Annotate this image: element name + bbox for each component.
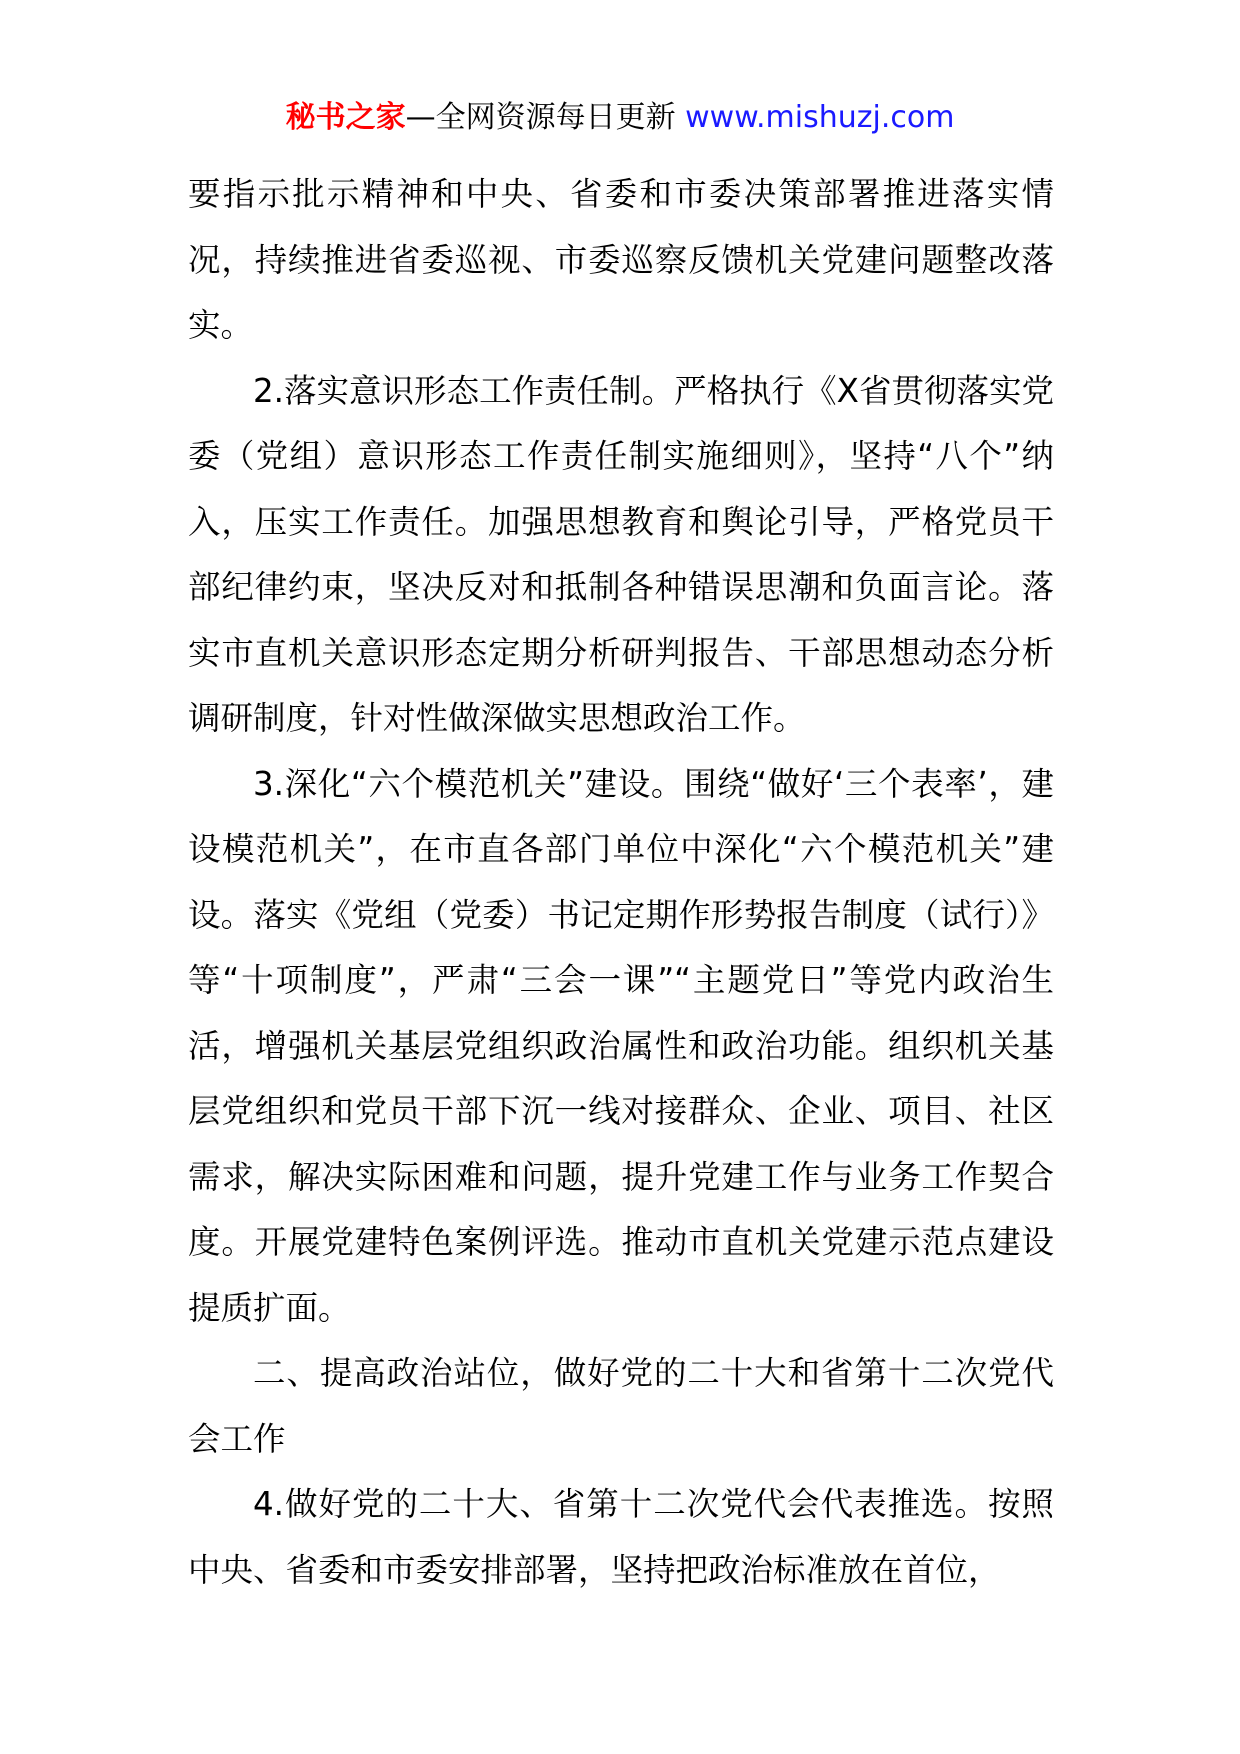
- document-body: [188, 162, 1054, 1603]
- paragraph-item-2: 2.落实意识形态工作责任制。严格执行《X省贯彻落实党委（党组）意识形态工作责任制实施细则》，坚持“八个”纳入，压实工作责任。加强思想教育和舆论引导，严格党员干部纪律约束，坚决反对和抵制各种错误思潮和负面言论。落实市直机关意识形态定期分析研判报告、干部思想动态分析调研制度，针对性做深做实思想政治工作。: [188, 371, 1054, 737]
- site-url-link[interactable]: www.mishuzj.com: [685, 100, 955, 135]
- site-header-banner: [0, 98, 1240, 138]
- paragraph-item-4: 4.做好党的二十大、省第十二次党代会代表推选。按照中央、省委和市委安排部署，坚持把政治标准放在首位，: [188, 1485, 1054, 1589]
- paragraph-continuation: 要指示批示精神和中央、省委和市委决策部署推进落实情况，持续推进省委巡视、市委巡察反馈机关党建问题整改落实。: [188, 175, 1054, 344]
- paragraph-item-3: 3.深化“六个模范机关”建设。围绕“做好‘三个表率’，建设模范机关”，在市直各部门单位中深化“六个模范机关”建设。落实《党组（党委）书记定期作形势报告制度（试行）》等“十项制度”，严肃“三会一课”“主题党日”等党内政治生活，增强机关基层党组织政治属性和政治功能。组织机关基层党组织和党员干部下沉一线对接群众、企业、项目、社区需求，解决实际困难和问题，提升党建工作与业务工作契合度。开展党建特色案例评选。推动市直机关党建示范点建设提质扩面。: [188, 764, 1054, 1327]
- site-tagline: —全网资源每日更新: [405, 100, 676, 135]
- section-heading-2: 二、提高政治站位，做好党的二十大和省第十二次党代会工作: [188, 1354, 1054, 1458]
- site-brand: 秘书之家: [285, 100, 406, 135]
